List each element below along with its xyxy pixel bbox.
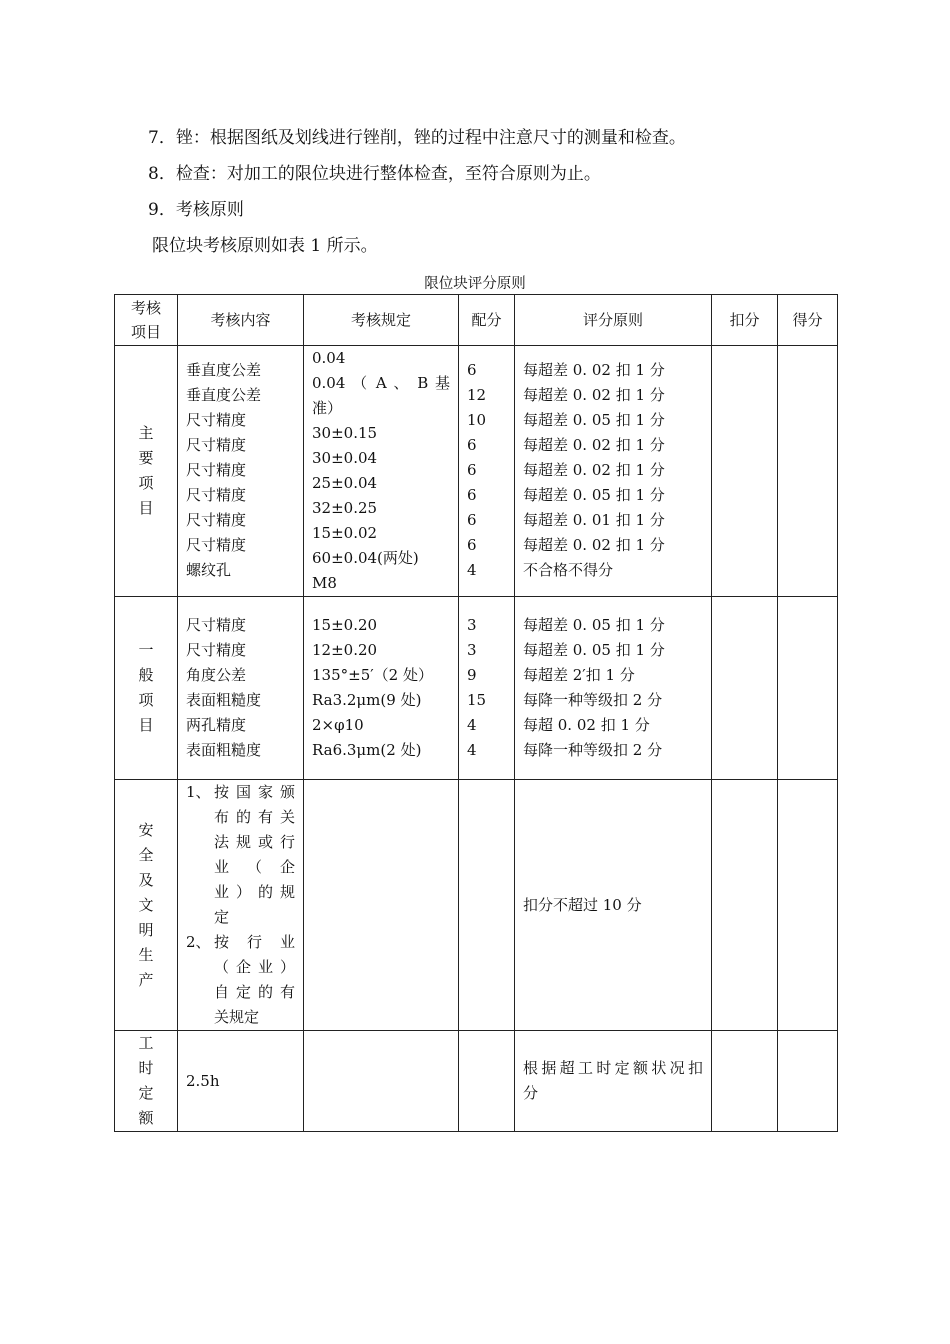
header-item: 考核项目: [115, 295, 178, 346]
general-label: 一 般 项 目: [115, 597, 178, 780]
list-item: 6: [467, 486, 477, 504]
header-criteria: 评分原则: [515, 295, 712, 346]
time-score-cell: [459, 1031, 515, 1132]
scoring-table: [114, 294, 838, 1132]
main-score-cell: [459, 346, 515, 597]
main-deduct-cell: [712, 346, 778, 597]
table-row-time: [115, 1031, 838, 1132]
list-item: 10: [467, 411, 487, 429]
list-item: 6: [467, 511, 477, 529]
list-item: 准）: [312, 399, 343, 417]
list-item: 每超差 0. 05 扣 1 分: [523, 486, 665, 504]
list-item: 尺寸精度: [186, 536, 247, 554]
list-item: 每超差 0. 05 扣 1 分: [523, 411, 665, 429]
safety-deduct-cell: [712, 780, 778, 1031]
list-item: 12: [467, 386, 487, 404]
header-rule: 考核规定: [304, 295, 459, 346]
list-item: 25±0.04: [312, 474, 378, 492]
list-item: 每超 0. 02 扣 1 分: [523, 716, 650, 734]
list-item: 6: [467, 361, 477, 379]
table-row-main: [115, 346, 838, 597]
header-deduct: 扣分: [712, 295, 778, 346]
header-score: 配分: [459, 295, 515, 346]
list-item: 尺寸精度: [186, 511, 247, 529]
safety-gain-cell: [778, 780, 838, 1031]
paragraph-step-8: 8．检查：对加工的限位块进行整体检查，至符合原则为止。: [148, 164, 601, 184]
time-content-cell: 2.5h: [178, 1031, 304, 1132]
list-item: 4: [467, 741, 477, 759]
safety-criteria-cell: 扣分不超过 10 分: [515, 780, 712, 1031]
list-item: 尺寸精度: [186, 461, 247, 479]
list-item: 每超差 0. 02 扣 1 分: [523, 361, 665, 379]
list-item: 每超差 0. 05 扣 1 分: [523, 616, 665, 634]
list-item: 30±0.15: [312, 424, 378, 442]
list-item: 15±0.20: [312, 616, 378, 634]
general-rule-cell: [304, 597, 459, 780]
list-item: 尺寸精度: [186, 641, 247, 659]
list-item: 60±0.04(两处): [312, 549, 419, 567]
safety-item-1: 1、 按国家颁 布的有关 法规或行 业（企 业）的规 定: [186, 783, 295, 926]
list-item: Ra6.3μm(2 处): [312, 741, 422, 759]
list-item: 每降一种等级扣 2 分: [523, 691, 663, 709]
list-item: 表面粗糙度: [186, 691, 262, 709]
table-caption: 限位块评分原则: [424, 276, 526, 292]
list-item: 0.04: [312, 349, 346, 367]
list-item: 6: [467, 461, 477, 479]
main-rule-cell: [304, 346, 459, 597]
table-header-row: [115, 295, 838, 346]
list-item: 9: [467, 666, 477, 684]
list-item: 4: [467, 561, 477, 579]
list-item: 每超差 0. 05 扣 1 分: [523, 641, 665, 659]
list-item: 尺寸精度: [186, 411, 247, 429]
paragraph-step-9: 9．考核原则: [148, 200, 244, 220]
general-deduct-cell: [712, 597, 778, 780]
list-item: 垂直度公差: [186, 386, 262, 404]
general-criteria-cell: [515, 597, 712, 780]
time-criteria-cell: 根据超工时定额状况扣 分: [515, 1031, 712, 1132]
time-label: 工 时 定 额: [115, 1031, 178, 1132]
main-criteria-cell: [515, 346, 712, 597]
list-item: 不合格不得分: [523, 561, 614, 579]
main-label: 主 要 项 目: [115, 346, 178, 597]
list-item: 6: [467, 436, 477, 454]
list-item: 每降一种等级扣 2 分: [523, 741, 663, 759]
list-item: 两孔精度: [186, 716, 247, 734]
list-item: 角度公差: [186, 666, 247, 684]
general-content-cell: [178, 597, 304, 780]
list-item: 每超差 0. 02 扣 1 分: [523, 436, 665, 454]
list-item: 0.04 （ A 、 B 基: [312, 374, 450, 392]
list-item: 15±0.02: [312, 524, 378, 542]
list-item: 32±0.25: [312, 499, 378, 517]
list-item: Ra3.2μm(9 处): [312, 691, 422, 709]
list-item: 每超差 0. 02 扣 1 分: [523, 461, 665, 479]
safety-label: 安 全 及 文 明 生 产: [115, 780, 178, 1031]
list-item: 6: [467, 536, 477, 554]
table-row-safety: [115, 780, 838, 1031]
safety-score-cell: [459, 780, 515, 1031]
list-item: 15: [467, 691, 487, 709]
general-score-cell: [459, 597, 515, 780]
list-item: 12±0.20: [312, 641, 378, 659]
table-row-general: [115, 597, 838, 780]
paragraph-step-7: 7．锉：根据图纸及划线进行锉削，锉的过程中注意尺寸的测量和检查。: [148, 128, 686, 148]
list-item: 3: [467, 641, 477, 659]
list-item: 30±0.04: [312, 449, 378, 467]
list-item: 每超差 2′扣 1 分: [523, 666, 635, 684]
list-item: 尺寸精度: [186, 486, 247, 504]
list-item: 螺纹孔: [186, 561, 232, 579]
list-item: M8: [312, 574, 337, 592]
main-content-cell: [178, 346, 304, 597]
safety-content-cell: [178, 780, 304, 1031]
list-item: 4: [467, 716, 477, 734]
list-item: 每超差 0. 02 扣 1 分: [523, 536, 665, 554]
list-item: 垂直度公差: [186, 361, 262, 379]
list-item: 表面粗糙度: [186, 741, 262, 759]
time-deduct-cell: [712, 1031, 778, 1132]
header-gain: 得分: [778, 295, 838, 346]
time-rule-cell: [304, 1031, 459, 1132]
general-gain-cell: [778, 597, 838, 780]
list-item: 每超差 0. 02 扣 1 分: [523, 386, 665, 404]
list-item: 135°±5′（2 处）: [312, 666, 433, 684]
time-gain-cell: [778, 1031, 838, 1132]
list-item: 3: [467, 616, 477, 634]
list-item: 每超差 0. 01 扣 1 分: [523, 511, 665, 529]
list-item: 尺寸精度: [186, 616, 247, 634]
list-item: 2×φ10: [312, 716, 364, 734]
header-content: 考核内容: [178, 295, 304, 346]
paragraph-table-intro: 限位块考核原则如表 1 所示。: [152, 236, 378, 256]
safety-item-2: 2、 按行业 （企业） 自定的有 关规定: [186, 933, 295, 1026]
main-gain-cell: [778, 346, 838, 597]
safety-rule-cell: [304, 780, 459, 1031]
list-item: 尺寸精度: [186, 436, 247, 454]
